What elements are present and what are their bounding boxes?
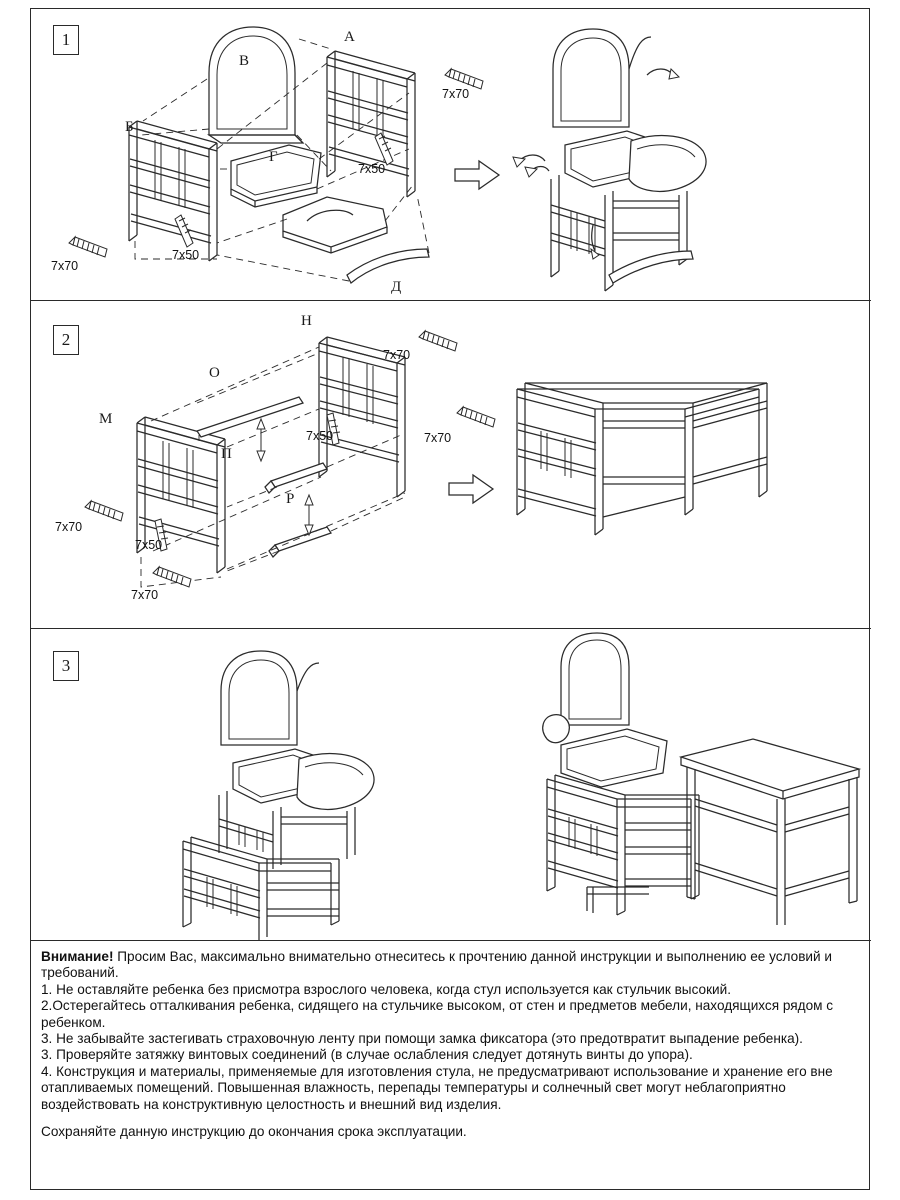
- part-bottom-rail: [347, 249, 429, 283]
- part-rail-o: [197, 397, 303, 437]
- notes-text: [41, 949, 863, 1140]
- screw-icon: [445, 69, 483, 89]
- part-label-d: Д: [391, 279, 402, 295]
- part-label-g: Г: [269, 149, 278, 165]
- part-label-p: П: [221, 446, 232, 462]
- screw-icon: [69, 237, 107, 257]
- assembled-base: [517, 383, 767, 535]
- part-label-v: В: [239, 53, 250, 69]
- warning-word: Внимание!: [41, 949, 114, 964]
- part-label-n: Н: [301, 313, 312, 329]
- step-number-badge: 2: [53, 325, 79, 355]
- fastener-label: 7x50: [135, 538, 163, 552]
- assembled-tall-chair: [183, 651, 374, 941]
- note-item: 3. Не забывайте застегивать страховочную ленту при помощи замка фиксатора (это предотвратит выпадение ребенка).: [41, 1031, 803, 1047]
- note-item: 4. Конструкция и материалы, применяемые для изготовления стула, не предусматривают использование и хранение его вне отапливаемых помещений. Повышенная влажность, перепады температуры и солнечный свет могут неблагоприятно воздействовать на конструктивную целостность и внешний вид изделия.: [41, 1063, 833, 1112]
- fastener-label: 7x70: [51, 259, 79, 273]
- part-label-o: О: [209, 365, 220, 381]
- fastener-label: 7x70: [55, 520, 83, 534]
- fastener-label: 7x50: [306, 429, 334, 443]
- assembly-step-1: [31, 9, 871, 301]
- screw-icon: [175, 215, 193, 247]
- fastener-label: 7x70: [131, 588, 159, 602]
- part-backrest: [209, 27, 303, 143]
- screw-icon: [85, 501, 123, 521]
- note-item: 2.Остерегайтесь отталкивания ребенка, сидящего на стульчике высоком, от стен и предметов мебели, находящихся рядом с ребенком.: [41, 998, 834, 1030]
- part-label-b: Б: [125, 119, 134, 135]
- part-left-frame: [129, 121, 217, 261]
- notes-intro: [41, 949, 863, 982]
- fastener-label: 7x50: [358, 162, 386, 176]
- screw-icon: [153, 567, 191, 587]
- part-footrest: [283, 197, 387, 253]
- note-item: 1. Не оставляйте ребенка без присмотра взрослого человека, когда стул используется как стульчик высокий.: [41, 981, 731, 997]
- step-3-diagram: [31, 629, 871, 941]
- fastener-label: 7x50: [172, 248, 200, 262]
- part-label-m: М: [99, 411, 113, 427]
- assembled-high-chair: [513, 29, 706, 291]
- screw-icon: [457, 407, 495, 427]
- part-label-r: Р: [286, 491, 295, 507]
- notes-footer: Сохраняйте данную инструкцию до окончания срока эксплуатации.: [41, 1124, 467, 1140]
- step-2-diagram: [31, 301, 871, 629]
- part-rail-r: [269, 527, 331, 557]
- step-1-diagram: [31, 9, 871, 301]
- fastener-label: 7x70: [383, 348, 411, 362]
- note-item: 3. Проверяйте затяжку винтовых соединений (в случае ослабления следует дотянуть винты до упора).: [41, 1047, 693, 1063]
- fastener-label: 7x70: [424, 431, 452, 445]
- step-number-badge: 1: [53, 25, 79, 55]
- step-number-badge: 3: [53, 651, 79, 681]
- screw-icon: [419, 331, 457, 351]
- part-label-a: А: [344, 29, 355, 45]
- fastener-label: 7x70: [442, 87, 470, 101]
- transformed-chair-and-table: [543, 633, 859, 925]
- notes-intro-text: Просим Вас, максимально внимательно отнеситесь к прочтению данной инструкции и выполнению ее условий и требований.: [41, 949, 832, 981]
- instruction-sheet: [30, 8, 870, 1190]
- assembly-step-3: [31, 629, 871, 941]
- safety-notes-block: [31, 941, 871, 1189]
- assembly-step-2: [31, 301, 871, 629]
